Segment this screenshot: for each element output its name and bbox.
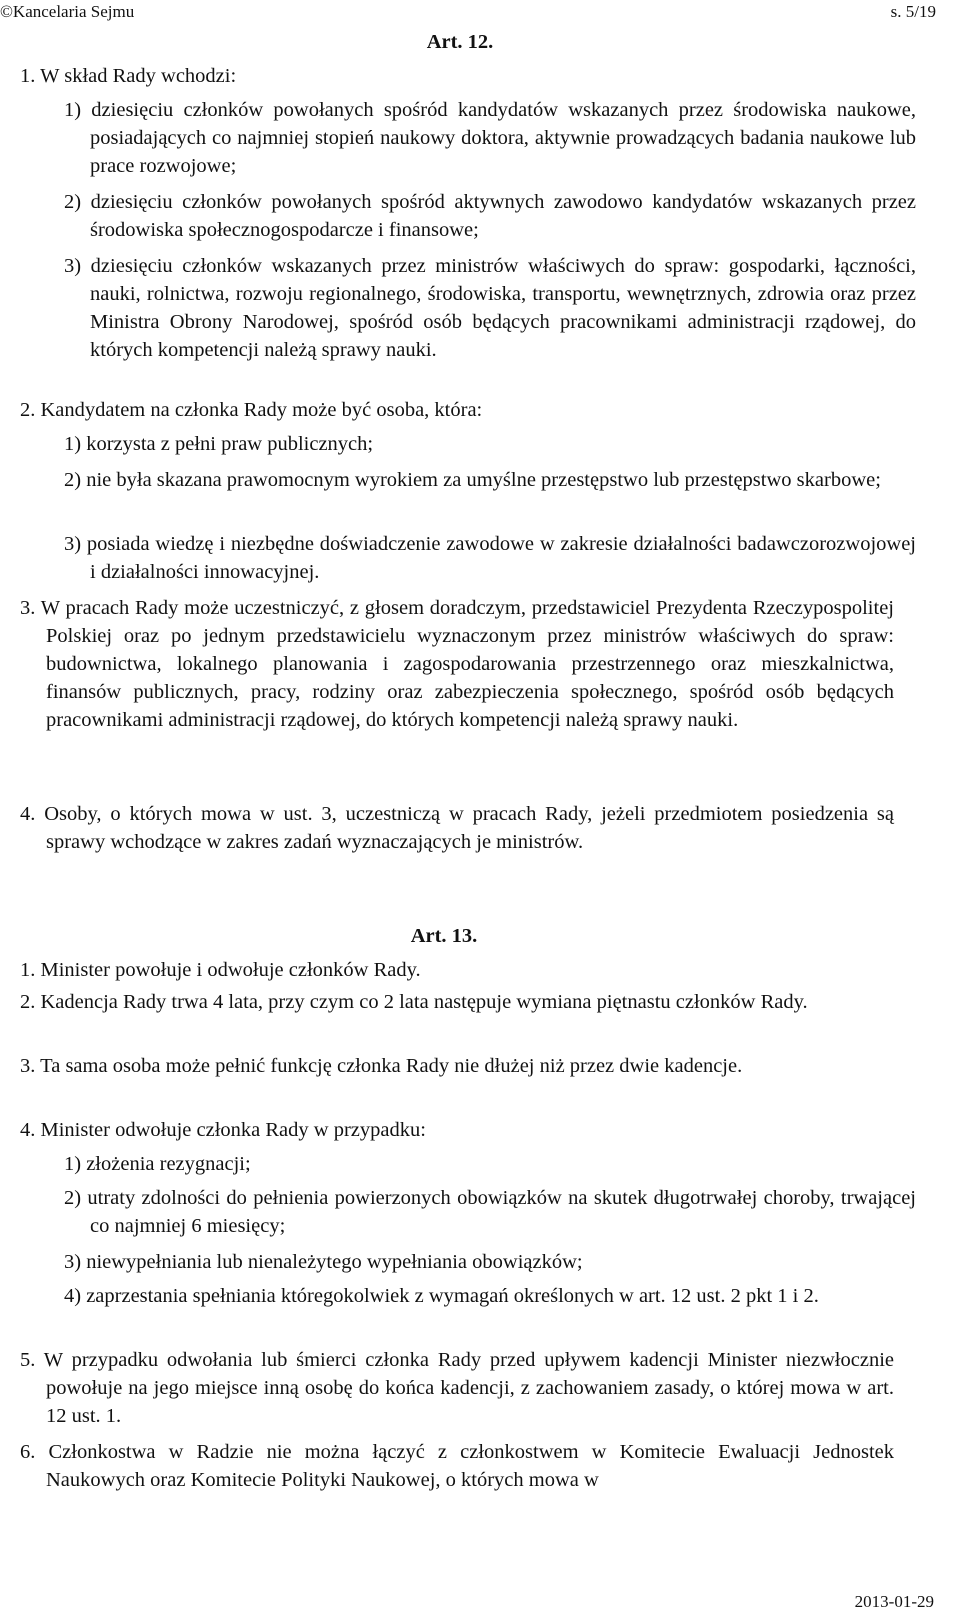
footer-date: 2013-01-29 xyxy=(854,1592,934,1611)
art-12-ust-2: 2. Kandydatem na członka Rady może być osoba, która: xyxy=(20,399,483,421)
art-12-ust-1-pkt-1: 1) dziesięciu członków powołanych spośród kandydatów wskazanych przez środowiska naukowe, posiadających co najmniej stopień naukowy doktora, aktywnie prowadzących badania naukowe lub prace rozwojowe; xyxy=(64,99,916,177)
art-13-ust-5: 5. W przypadku odwołania lub śmierci członka Rady przed upływem kadencji Minister niezwłocznie powołuje na jego miejsce inną osobę do końca kadencji, z zachowaniem zasady, o której mowa w art. 12 ust. 1. xyxy=(20,1349,894,1427)
art-12-title: Art. 12. xyxy=(426,31,494,53)
art-12-ust-2-pkt-1: 1) korzysta z pełni praw publicznych; xyxy=(64,433,374,455)
art-13-ust-4-pkt-3: 3) niewypełniania lub nienależytego wypełniania obowiązków; xyxy=(64,1251,583,1273)
art-12-ust-2-pkt-3: 3) posiada wiedzę i niezbędne doświadczenie zawodowe w zakresie działalności badawczorozwojowej i działalności innowacyjnej. xyxy=(64,533,916,583)
art-12-ust-1-pkt-2: 2) dziesięciu członków powołanych spośród aktywnych zawodowo kandydatów wskazanych przez środowiska społecznogospodarcze i finansowe; xyxy=(64,191,916,241)
art-13-ust-6: 6. Członkostwa w Radzie nie można łączyć z członkostwem w Komitecie Ewaluacji Jednostek Naukowych oraz Komitecie Polityki Naukowej, o których mowa w xyxy=(20,1441,894,1491)
art-13-ust-4-pkt-1: 1) złożenia rezygnacji; xyxy=(64,1153,251,1175)
header-copyright: ©Kancelaria Sejmu xyxy=(0,2,135,21)
art-13-ust-1: 1. Minister powołuje i odwołuje członków Rady. xyxy=(20,959,421,981)
art-12-ust-1-pkt-3: 3) dziesięciu członków wskazanych przez ministrów właściwych do spraw: gospodarki, łączności, nauki, rolnictwa, rozwoju regionalnego, środowiska, transportu, wewnętrznych, zdrowia oraz przez Ministra Obrony Narodowej, spośród osób będących pracownikami administracji rządowej, do których kompetencji należą sprawy nauki. xyxy=(64,255,916,361)
art-13-title: Art. 13. xyxy=(410,925,478,947)
art-12-ust-4: 4. Osoby, o których mowa w ust. 3, uczestniczą w pracach Rady, jeżeli przedmiotem posiedzenia są sprawy wchodzące w zakres zadań wyznaczających je ministrów. xyxy=(20,803,894,853)
art-13-ust-2: 2. Kadencja Rady trwa 4 lata, przy czym co 2 lata następuje wymiana piętnastu członków Rady. xyxy=(20,991,808,1013)
art-12-ust-3: 3. W pracach Rady może uczestniczyć, z głosem doradczym, przedstawiciel Prezydenta Rzeczypospolitej Polskiej oraz po jednym przedstawicielu wyznaczonym przez ministrów właściwych do spraw: budownictwa, lokalnego planowania i zagospodarowania przestrzennego oraz mieszkalnictwa, finansów publicznych, pracy, rodziny oraz zabezpieczenia społecznego, spośród osób będących pracownikami administracji rządowej, do których kompetencji należą sprawy nauki. xyxy=(20,597,894,731)
art-12-ust-2-pkt-2: 2) nie była skazana prawomocnym wyrokiem za umyślne przestępstwo lub przestępstwo skarbowe; xyxy=(64,469,881,491)
page-number: s. 5/19 xyxy=(890,2,936,21)
art-12-ust-1: 1. W skład Rady wchodzi: xyxy=(20,65,237,87)
art-13-ust-4-pkt-4: 4) zaprzestania spełniania któregokolwiek z wymagań określonych w art. 12 ust. 2 pkt 1 i 2. xyxy=(64,1285,819,1307)
art-13-ust-3: 3. Ta sama osoba może pełnić funkcję członka Rady nie dłużej niż przez dwie kadencje. xyxy=(20,1055,743,1077)
art-13-ust-4: 4. Minister odwołuje członka Rady w przypadku: xyxy=(20,1119,426,1141)
art-13-ust-4-pkt-2: 2) utraty zdolności do pełnienia powierzonych obowiązków na skutek długotrwałej choroby, trwającej co najmniej 6 miesięcy; xyxy=(64,1187,916,1237)
